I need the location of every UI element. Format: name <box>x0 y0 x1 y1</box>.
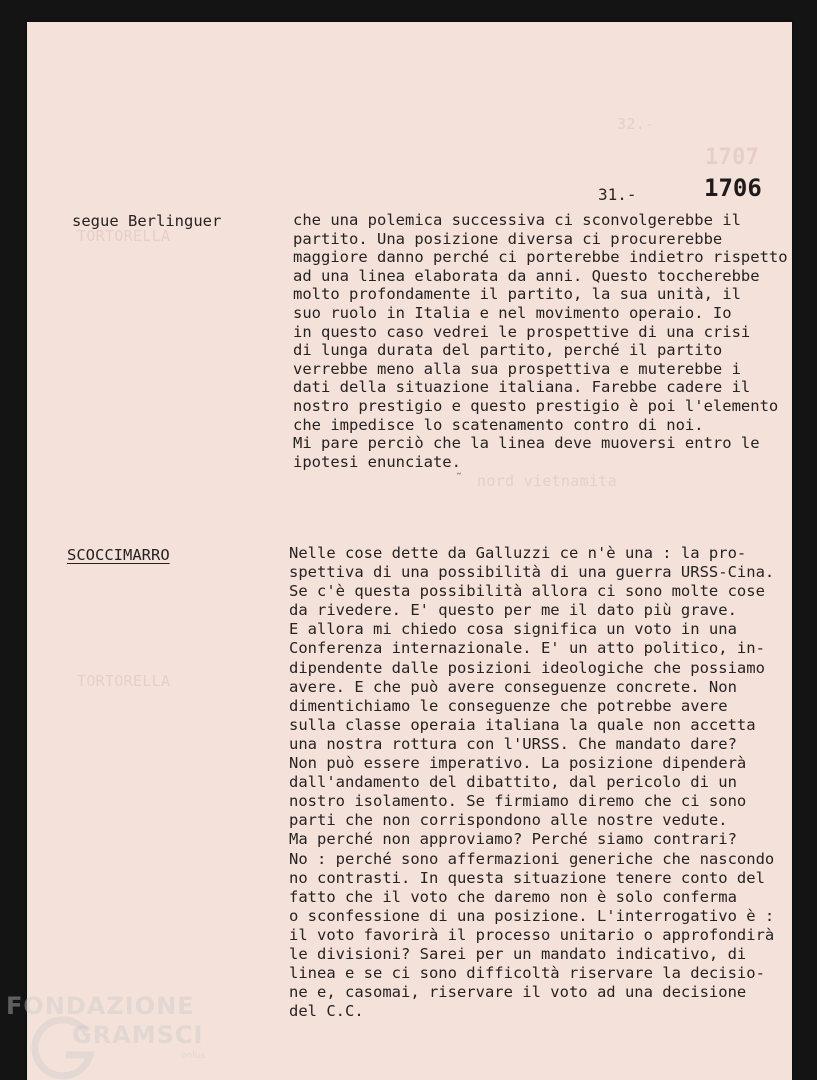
text-line: Nelle cose dette da Galluzzi ce n'è una : la pro- <box>289 544 747 562</box>
text-line: Non può essere imperativo. La posizione dipenderà <box>289 754 747 773</box>
speech-block-scoccimarro <box>289 544 774 1021</box>
text-line: dall'andamento del dibattito, dal pericolo di un <box>289 773 737 792</box>
text-line: partito. Una posizione diversa ci procurerebbe <box>293 229 723 248</box>
text-line: ad una linea elaborata da anni. Questo toccherebbe <box>293 266 760 285</box>
speech-block-berlinguer <box>293 211 788 471</box>
text-line: maggiore danno perché ci porterebbe indietro rispetto <box>293 248 788 267</box>
text-line: No : perché sono affermazioni generiche che nascondo <box>289 849 775 868</box>
bleed-page-number: 32.- <box>617 115 655 133</box>
watermark-line-3: onlus <box>181 1051 206 1061</box>
text-line: che una polemica successiva ci sconvolgerebbe il <box>293 211 741 229</box>
text-line: di lunga durata del partito, perché il partito <box>293 341 723 360</box>
page-number: 31.- <box>598 185 637 204</box>
text-line: fatto che il voto che daremo non è solo conferma <box>289 887 737 906</box>
text-line: verrebbe meno alla sua prospettiva e muterebbe i <box>293 359 741 378</box>
text-line: o sconfessione di una posizione. L'interrogativo è : <box>289 906 775 925</box>
text-line: dipendente dalle posizioni ideologiche che possiamo <box>289 658 765 677</box>
watermark-line-2: GRAMSCI <box>72 1021 204 1049</box>
bleed-speaker-2: TORTORELLA <box>77 672 171 690</box>
text-line: dati della situazione italiana. Farebbe cadere il <box>293 378 751 397</box>
text-line: che impedisce lo scatenamento contro di noi. <box>293 415 704 434</box>
text-line: avere. E che può avere conseguenze concrete. Non <box>289 677 737 696</box>
text-line: ne e, casomai, riservare il voto ad una decisione <box>289 983 747 1002</box>
text-line: il voto favorirà il processo unitario o approfondirà <box>289 925 775 944</box>
text-line: Se c'è questa possibilità allora ci sono molte cose <box>289 582 765 601</box>
watermark-line-1: FONDAZIONE <box>6 992 195 1020</box>
bleed-speaker-1: TORTORELLA <box>77 227 171 245</box>
bleed-fragment-1: nord vietnamita <box>477 472 617 490</box>
text-line: le divisioni? Sarei per un mandato indicativo, di <box>289 944 747 963</box>
text-line: nostro isolamento. Se firmiamo diremo che ci sono <box>289 792 747 811</box>
text-line: sulla classe operaia italiana la quale non accetta <box>289 715 756 734</box>
text-line: no contrasti. In questa situazione tenere conto del <box>289 868 765 887</box>
document-page <box>27 22 792 1080</box>
archive-watermark <box>6 990 206 1080</box>
text-line: una nostra rottura con l'URSS. Che mandato dare? <box>289 734 737 753</box>
text-line: linea e se ci sono difficoltà riservare la decisio- <box>289 964 765 983</box>
text-line: da rivedere. E' questo per me il dato più grave. <box>289 601 737 620</box>
text-line: ipotesi enunciate. <box>293 452 461 471</box>
text-line: suo ruolo in Italia e nel movimento operaio. Io <box>293 303 732 322</box>
text-line: in questo caso vedrei le prospettive di una crisi <box>293 322 751 341</box>
speaker-label-scoccimarro: SCOCCIMARRO <box>67 546 170 564</box>
text-line: nostro prestigio e questo prestigio è poi l'elemento <box>293 396 779 415</box>
text-line: spettiva di una possibilità di una guerra URSS-Cina. <box>289 563 775 582</box>
text-line: molto profondamente il partito, la sua unità, il <box>293 285 741 304</box>
text-line: parti che non corrispondono alle nostre vedute. <box>289 811 728 830</box>
text-line: Mi pare perciò che la linea deve muoversi entro le <box>293 434 760 453</box>
speaker-label-berlinguer: segue Berlinguer <box>72 212 222 230</box>
text-line: E allora mi chiedo cosa significa un voto in una <box>289 620 737 639</box>
bleed-document-number: 1707 <box>705 145 760 170</box>
document-number: 1706 <box>704 174 762 202</box>
text-line: Conferenza internazionale. E' un atto politico, in- <box>289 639 765 658</box>
text-line: del C.C. <box>289 1002 364 1021</box>
text-line: Ma perché non approviamo? Perché siamo contrari? <box>289 830 737 849</box>
text-line: dimentichiamo le conseguenze che potrebbe avere <box>289 696 728 715</box>
